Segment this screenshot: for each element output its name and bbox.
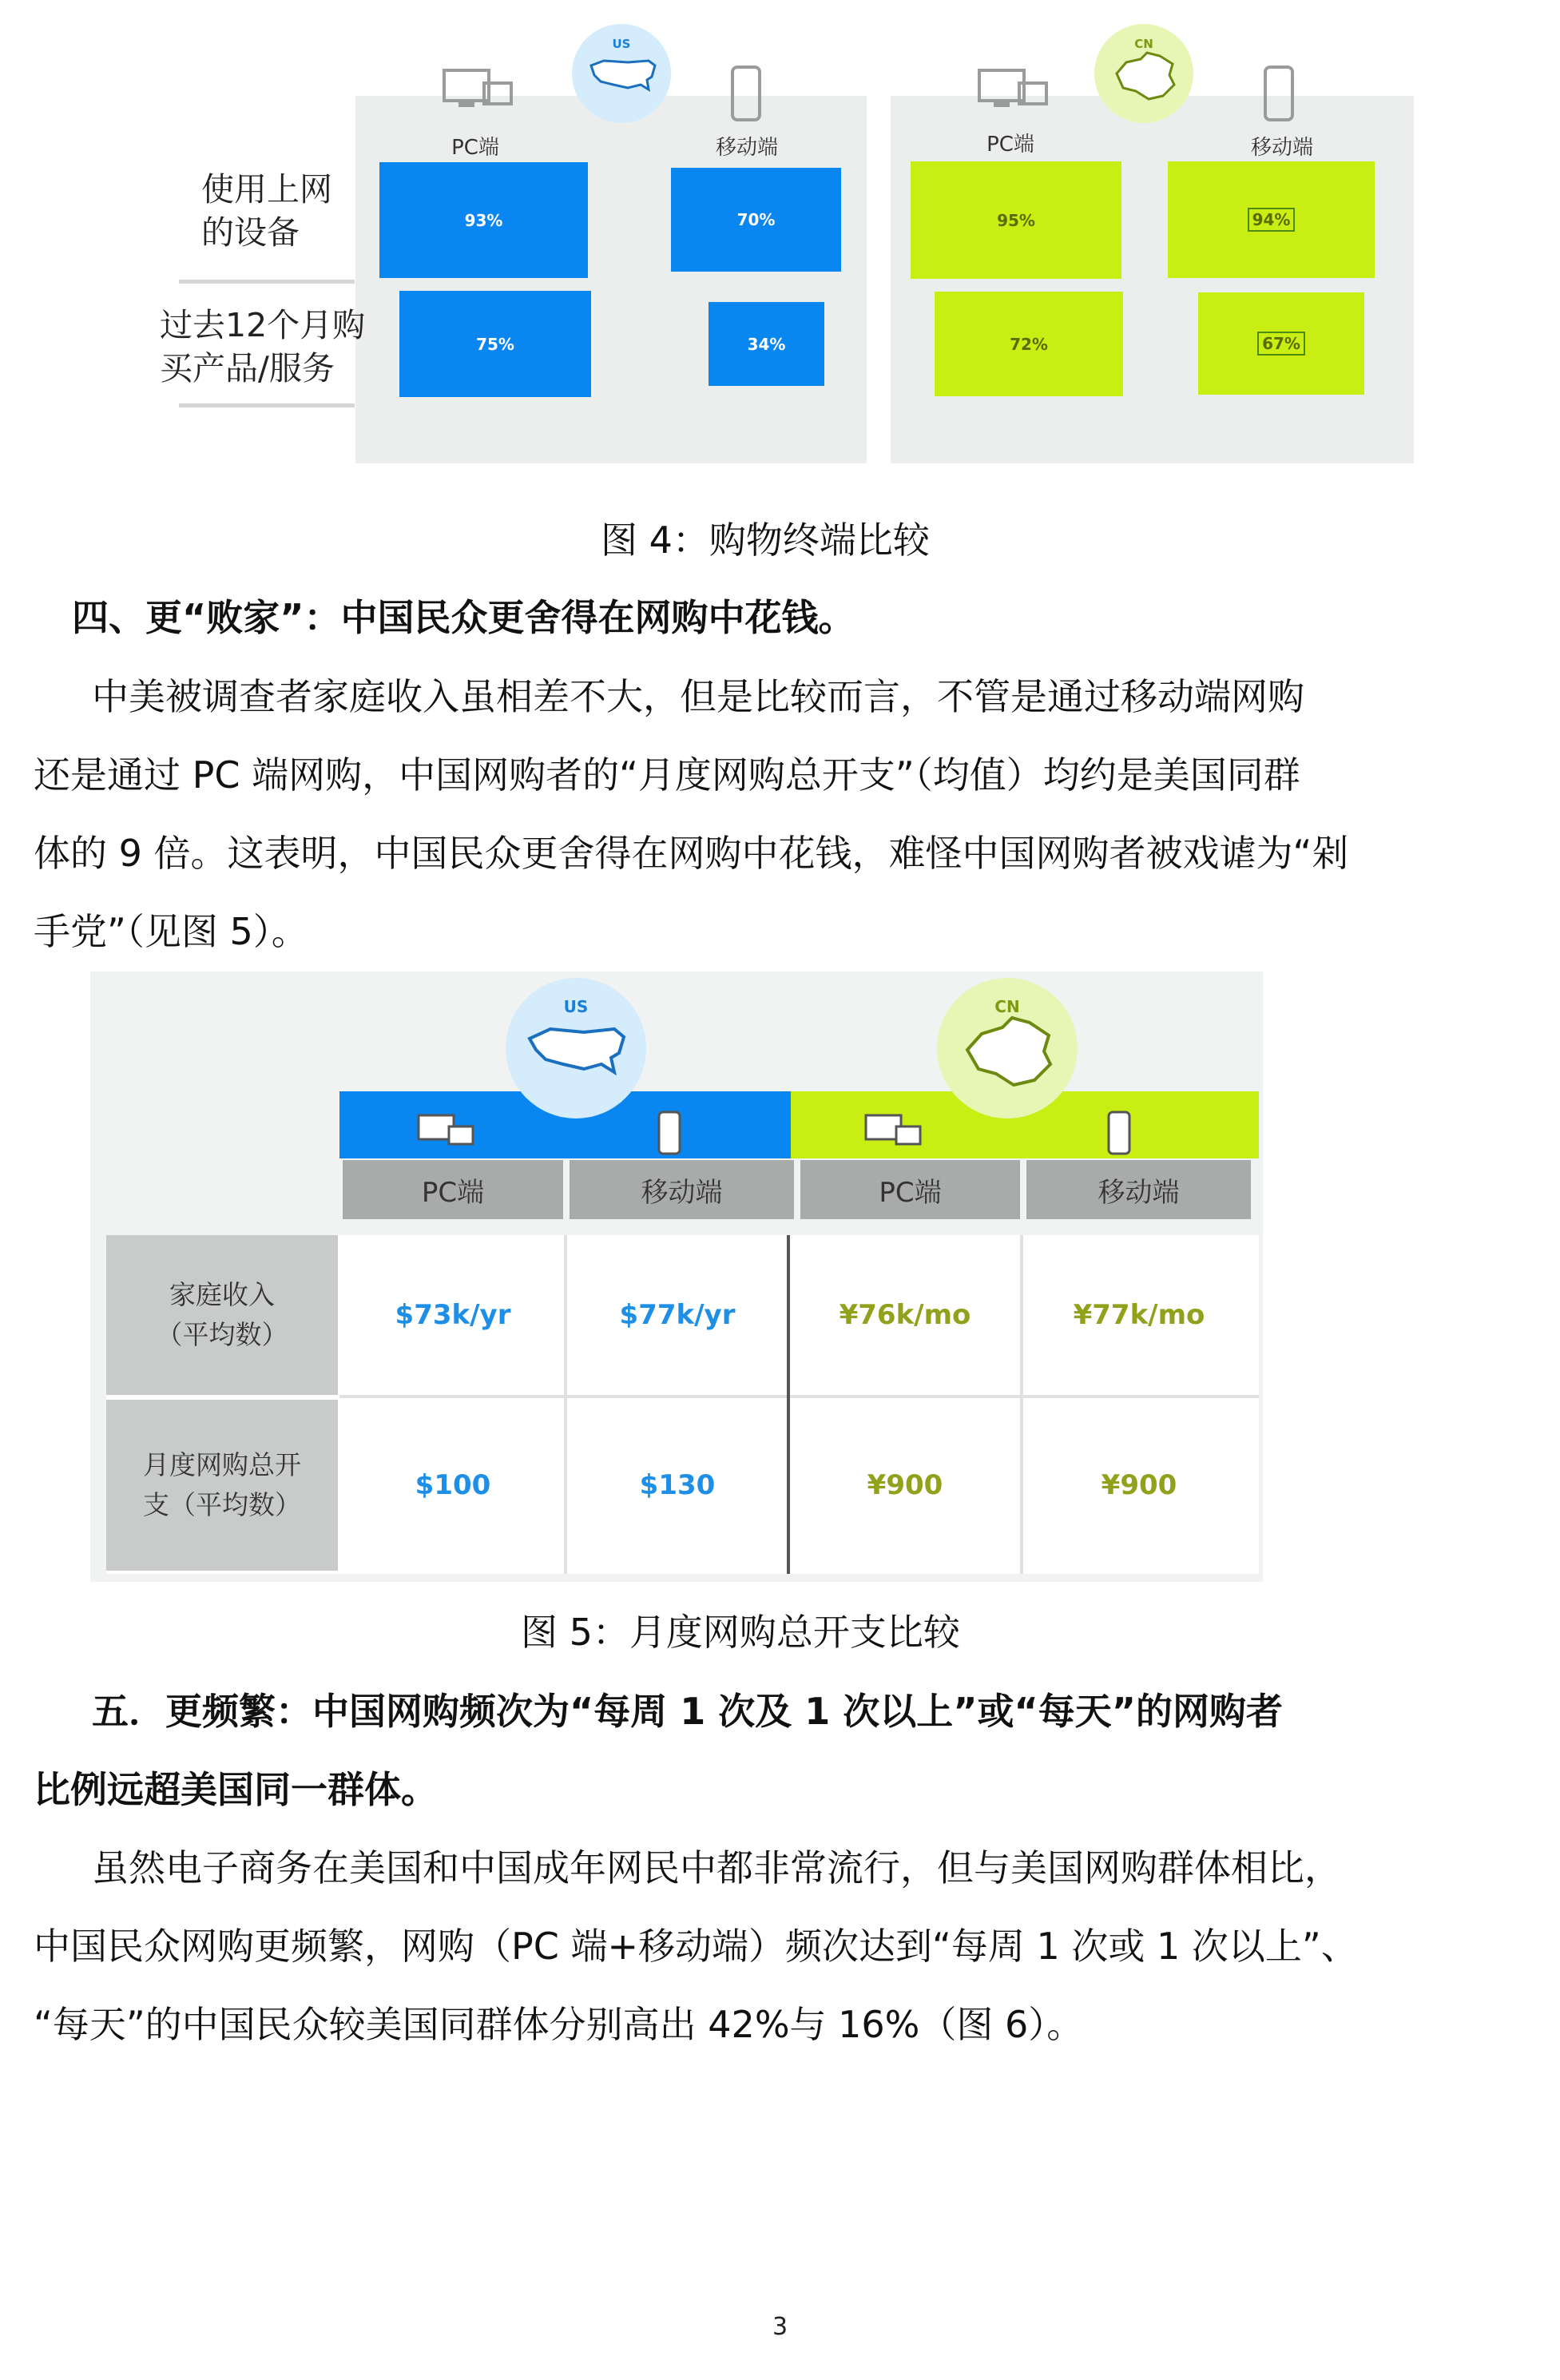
- paragraph-line: “每天”的中国民众较美国同群体分别高出 42%与 16%（图 6）。: [34, 2003, 1084, 2046]
- pc-icon: [414, 1112, 481, 1157]
- col-header-us-pc: PC端: [343, 1160, 563, 1219]
- paragraph-line: 中美被调查者家庭收入虽相差不大，但是比较而言，不管是通过移动端网购: [92, 675, 1304, 718]
- row-divider: [179, 403, 355, 407]
- us-mobile-label: 移动端: [715, 136, 778, 160]
- mobile-icon: [723, 62, 771, 131]
- bar-cn-mobile-purchase: 67%: [1198, 292, 1364, 395]
- paragraph-line: 还是通过 PC 端网购，中国网购者的“月度网购总开支”（均值）均约是美国同群: [34, 753, 1300, 797]
- row-label-devices: 使用上网 的设备: [201, 170, 332, 252]
- paragraph-line: 手党”（见图 5）。: [34, 910, 308, 953]
- mobile-icon: [1099, 1109, 1139, 1160]
- row-label-household-income: 家庭收入 （平均数）: [106, 1235, 338, 1395]
- us-code-label: US: [612, 37, 631, 51]
- figure-4-device-comparison: [152, 16, 1414, 463]
- figure-5-caption: 图 5：月度网购总开支比较: [521, 1611, 960, 1654]
- bar-us-mobile-devices: 70%: [671, 168, 841, 272]
- table-divider: [787, 1235, 790, 1574]
- us-pc-label: PC端: [451, 136, 499, 160]
- table-cell: $77k/yr: [619, 1299, 736, 1331]
- paragraph-line: 体的 9 倍。这表明，中国民众更舍得在网购中花钱，难怪中国网购者被戏谑为“剁: [34, 832, 1349, 875]
- section-5-heading: 五．更频繁：中国网购频次为“每周 1 次及 1 次以上”或“每天”的网购者: [92, 1690, 1284, 1733]
- figure-4-caption: 图 4：购物终端比较: [601, 519, 930, 562]
- mobile-icon: [1256, 62, 1304, 131]
- row-divider: [179, 280, 355, 284]
- table-cell: $130: [639, 1469, 716, 1501]
- table-divider: [339, 1395, 1259, 1398]
- paragraph-line: 虽然电子商务在美国和中国成年网民中都非常流行，但与美国网购群体相比，: [92, 1846, 1341, 1889]
- section-5-heading-cont: 比例远超美国同一群体。: [34, 1768, 438, 1811]
- table-cell: $100: [415, 1469, 491, 1501]
- bar-us-pc-devices: 93%: [379, 162, 588, 278]
- table-cell: ¥900: [867, 1469, 943, 1501]
- cn-map-icon: [1094, 24, 1193, 123]
- cn-code-label: CN: [1134, 37, 1153, 51]
- bar-cn-mobile-devices: 94%: [1168, 161, 1375, 278]
- pc-icon: [975, 64, 1054, 128]
- us-code-label: US: [563, 997, 589, 1016]
- table-cell: ¥900: [1101, 1469, 1177, 1501]
- row-label-monthly-spending: 月度网购总开 支（平均数）: [106, 1400, 338, 1571]
- bar-cn-pc-devices: 95%: [911, 161, 1121, 279]
- cn-mobile-label: 移动端: [1250, 136, 1313, 160]
- col-header-cn-mobile: 移动端: [1026, 1160, 1251, 1219]
- row-label-purchase: 过去12个月购 买产品/服务: [160, 306, 366, 387]
- pc-icon: [861, 1112, 928, 1157]
- bar-us-pc-purchase: 75%: [399, 291, 591, 397]
- figure-5-spending-table: [90, 971, 1263, 1582]
- cn-pc-label: PC端: [986, 133, 1034, 157]
- cn-code-label: CN: [994, 997, 1020, 1016]
- cn-map-icon: [937, 978, 1078, 1118]
- table-cell: ¥76k/mo: [839, 1299, 971, 1331]
- col-header-cn-pc: PC端: [800, 1160, 1020, 1219]
- section-4-heading: 四、更“败家”：中国民众更舍得在网购中花钱。: [72, 596, 855, 639]
- table-cell: ¥77k/mo: [1073, 1299, 1205, 1331]
- paragraph-line: 中国民众网购更频繁，网购（PC 端+移动端）频次达到“每周 1 次或 1 次以上”、: [34, 1925, 1358, 1968]
- bar-cn-pc-purchase: 72%: [935, 292, 1123, 396]
- us-map-icon: [572, 24, 671, 123]
- pc-icon: [439, 64, 519, 128]
- table-divider: [564, 1235, 567, 1574]
- table-cell: $73k/yr: [395, 1299, 511, 1331]
- mobile-icon: [649, 1109, 689, 1160]
- col-header-us-mobile: 移动端: [570, 1160, 794, 1219]
- us-map-icon: [506, 978, 646, 1118]
- bar-us-mobile-purchase: 34%: [709, 302, 824, 386]
- page-number: 3: [772, 2313, 788, 2341]
